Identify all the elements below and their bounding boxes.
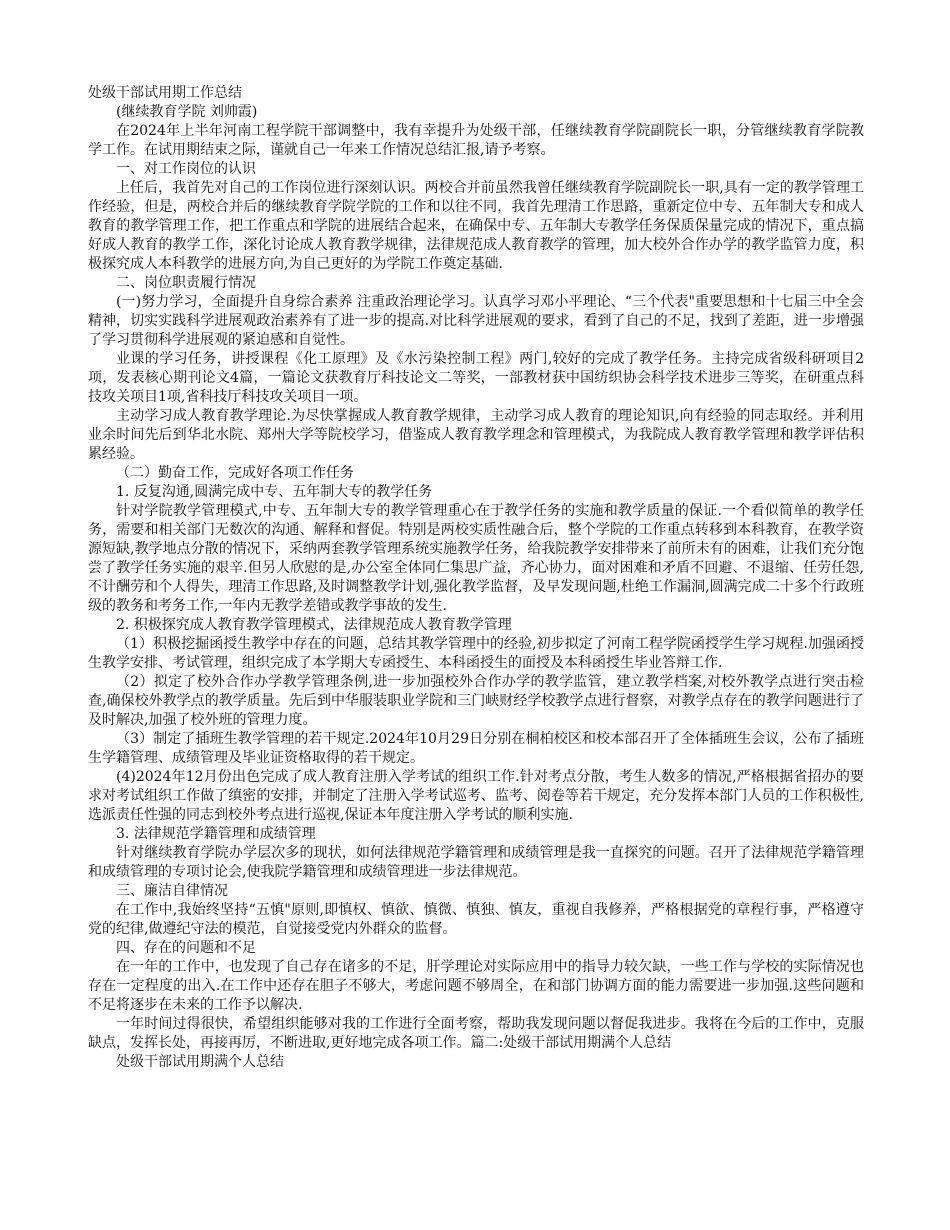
paragraph: （3）制定了插班生教学管理的若干规定.2024年10月29日分别在桐柏校区和校本部召开了全体插班生会议，公布了插班生学籍管理、成绩管理及毕业证资格取得的若干规定。 [88, 731, 864, 766]
paragraph: 在2024年上半年河南工程学院干部调整中，我有幸提升为处级干部，任继续教育学院副院长一职，分管继续教育学院教学工作。在试用期结束之际，谨就自己一年来工作情况总结汇报,请予考察。 [88, 123, 864, 158]
section-heading: 三、廉洁自律情况 [116, 883, 228, 899]
paragraph: （1）积极挖掘函授生教学中存在的问题，总结其教学管理中的经验,初步拟定了河南工程学院函授学生学习规程.加强函授生教学安排、考试管理，组织完成了本学期大专函授生、本科函授生的面授及本科函授生毕业答辩工作. [88, 636, 864, 671]
paragraph: 业课的学习任务，讲授课程《化工原理》及《水污染控制工程》两门,较好的完成了教学任务。主持完成省级科研项目2项，发表核心期刊论文4篇，一篇论文获教育厅科技论文二等奖，一部教材获中国纺织协会科学技术进步三等奖，在研重点科技攻关项目1项,省科技厅科技攻关项目一项。 [88, 351, 864, 405]
item-heading: 1. 反复沟通,圆满完成中专、五年制大专的教学任务 [116, 484, 433, 500]
section-heading: 四、存在的问题和不足 [116, 940, 256, 956]
paragraph: 一年时间过得很快，希望组织能够对我的工作进行全面考察，帮助我发现问题以督促我进步。我将在今后的工作中，克服缺点，发挥长处，再接再厉，不断进取,更好地完成各项工作。篇二:处级干部试用期满个人总结 [88, 1016, 864, 1051]
paragraph: 主动学习成人教育教学理论.为尽快掌握成人教育教学规律，主动学习成人教育的理论知识,向有经验的同志取经。并利用业余时间先后到华北水院、郑州大学等院校学习，借鉴成人教育教学理念和管理模式，为我院成人教育教学管理和教学评估积累经验。 [88, 408, 864, 462]
document-page [88, 84, 864, 1072]
paragraph: (4)2024年12月份出色完成了成人教育注册入学考试的组织工作.针对考点分散，考生人数多的情况,严格根据省招办的要求对考试组织工作做了缜密的安排，并制定了注册入学考试巡考、监考、阅卷等若干规定，充分发挥本部门人员的工作积极性,选派责任性强的同志到校外考点进行巡视,保证本年度注册入学考试的顺利实施. [88, 769, 864, 823]
second-document-title: 处级干部试用期满个人总结 [116, 1054, 284, 1070]
paragraph: 针对继续教育学院办学层次多的现状，如何法律规范学籍管理和成绩管理是我一直探究的问题。召开了法律规范学籍管理和成绩管理的专项讨论会,使我院学籍管理和成绩管理进一步法律规范。 [88, 845, 864, 880]
paragraph: 上任后，我首先对自己的工作岗位进行深刻认识。两校合并前虽然我曾任继续教育学院副院长一职,具有一定的教学管理工作经验，但是，两校合并后的继续教育学院学院的工作和以往不同，我首先理清工作思路，重新定位中专、五年制大专和成人教育的教学管理工作，把工作重点和学院的进展结合起来，在确保中专、五年制大专教学任务保质保量完成的情况下，重点搞好成人教育的教学工作，深化讨论成人教育教学规律，法律规范成人教育教学的管理，加大校外合作办学的教学监管力度，积极探究成人本科教学的进展方向,为自己更好的为学院工作奠定基础. [88, 180, 864, 272]
paragraph: 在工作中,我始终坚持“五慎"原则,即慎权、慎欲、慎微、慎独、慎友，重视自我修养，严格根据党的章程行事，严格遵守党的纪律,做遵纪守法的模范，自觉接受党内外群众的监督。 [88, 902, 864, 937]
section-heading: 一、对工作岗位的认识 [116, 161, 256, 177]
subsection-heading: （二）勤奋工作，完成好各项工作任务 [116, 465, 354, 481]
document-title: 处级干部试用期工作总结 [88, 85, 242, 101]
paragraph: 在一年的工作中，也发现了自己存在诸多的不足，肝学理论对实际应用中的指导力较欠缺，一些工作与学校的实际情况也存在一定程度的出入.在工作中还存在胆子不够大，考虑问题不够周全，在和部门协调方面的能力需要进一步加强.这些问题和不足将逐步在未来的工作予以解决. [88, 959, 864, 1013]
item-heading: 2. 积极探究成人教育教学管理模式，法律规范成人教育教学管理 [116, 617, 512, 633]
paragraph: 针对学院教学管理模式,中专、五年制大专的教学管理重心在于教学任务的实施和教学质量的保证.一个看似简单的教学任务，需要和相关部门无数次的沟通、解释和督促。特别是两校实质性融合后，整个学院的工作重点转移到本科教育，在教学资源短缺,教学地点分散的情况下，采纳两套教学管理系统实施教学任务，给我院教学安排带来了前所未有的困难，让我们充分饱尝了教学任务实施的艰辛.但另人欣慰的是,办公室全体同仁集思广益，齐心协力，面对困难和矛盾不回避、不退缩、任劳任怨,不计酬劳和个人得失，理清工作思路,及时调整教学计划,强化教学监督，及早发现问题,杜绝工作漏洞,圆满完成二十多个行政班级的教务和考务工作,一年内无教学差错或教学事故的发生. [88, 503, 864, 614]
item-heading: 3. 法律规范学籍管理和成绩管理 [116, 826, 316, 842]
paragraph: （2）拟定了校外合作办学教学管理条例,进一步加强校外合作办学的教学监管，建立教学档案,对校外教学点进行突击检查,确保校外教学点的教学质量。先后到中华服装职业学院和三门峡财经学校教学点进行督察，对教学点存在的教学问题进行了及时解决,加强了校外班的管理力度。 [88, 674, 864, 728]
paragraph: (一)努力学习，全面提升自身综合素养 注重政治理论学习。认真学习邓小平理论、“三个代表"重要思想和十七届三中全会精神，切实实践科学进展观政治素养有了进一步的提高.对比科学进展观的要求，看到了自己的不足，找到了差距，进一步增强了学习贯彻科学进展观的紧迫感和自觉性。 [88, 294, 864, 348]
section-heading: 二、岗位职责履行情况 [116, 275, 256, 291]
author-byline: (继续教育学院 刘帅霞) [116, 104, 258, 120]
